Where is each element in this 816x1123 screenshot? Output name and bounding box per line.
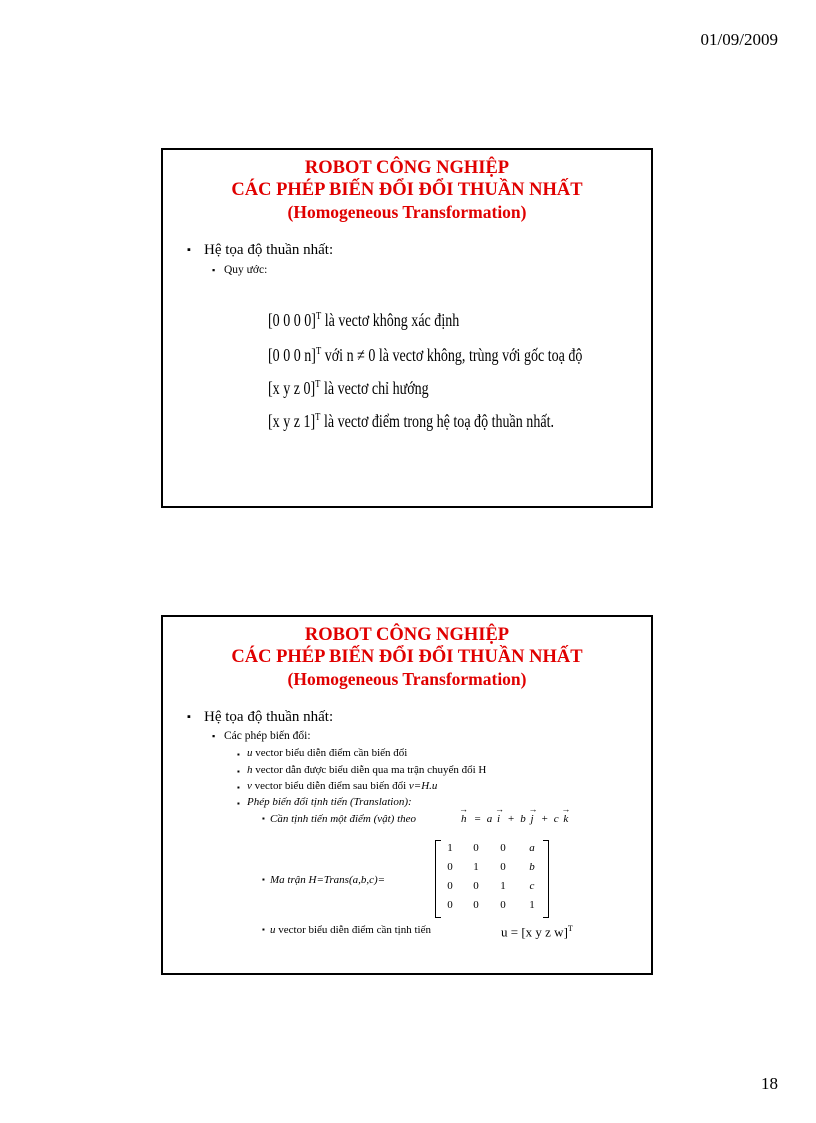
list-item: ▪ u vector biểu diễn điểm cần biến đổi <box>237 747 407 760</box>
matrix-cell: b <box>529 861 535 873</box>
matrix-cell: 1 <box>473 861 479 873</box>
matrix-cell: 0 <box>500 842 506 854</box>
title-line-transform: CÁC PHÉP BIẾN ĐỔI ĐỔI THUẦN NHẤT <box>231 647 583 667</box>
page-number: 18 <box>761 1074 778 1093</box>
title-line-english: (Homogeneous Transformation) <box>287 669 527 689</box>
slide-conventions <box>161 148 653 508</box>
bullet-transformations: ▪ Các phép biến đổi: <box>212 730 311 742</box>
list-item: ▪ h vector dẫn được biểu diễn qua ma trận chuyển đổi H <box>237 764 486 777</box>
bullet-conventions: ▪ Quy ước: <box>212 264 267 276</box>
convention-line: [x y z 1]$^T$ là vectơ điểm trong hệ toạ độ thuần nhất. <box>268 411 554 431</box>
translate-point-item: ▪ Cần tịnh tiến một điểm (vật) theo <box>262 813 416 825</box>
bullet-homogeneous-coords: ▪ Hệ tọa độ thuần nhất: <box>187 242 333 259</box>
matrix-cell: 0 <box>473 899 479 911</box>
title-line-transform: CÁC PHÉP BIẾN ĐỔI ĐỔI THUẦN NHẤT <box>231 180 583 200</box>
matrix-cell: 1 <box>447 842 453 854</box>
matrix-cell: 0 <box>500 861 506 873</box>
slide-title <box>163 150 651 223</box>
translation-vector-equation: → h = a → i + b → j + c → k <box>459 813 570 825</box>
matrix-cell: 0 <box>473 842 479 854</box>
matrix-cell: 0 <box>473 880 479 892</box>
title-line-english: (Homogeneous Transformation) <box>287 202 527 222</box>
slide-transformations <box>161 615 653 975</box>
translation-matrix <box>435 840 549 918</box>
list-item: ▪ v vector biểu diễn điểm sau biến đổi v=H.u <box>237 780 437 793</box>
title-line-robot: ROBOT CÔNG NGHIỆP <box>304 158 510 178</box>
matrix-cell: 0 <box>447 880 453 892</box>
convention-line: [0 0 0 n]$^T$ với n ≠ 0 là vectơ không, trùng với gốc toạ độ <box>268 345 583 365</box>
matrix-label: ▪ Ma trận H=Trans(a,b,c)= <box>262 874 385 886</box>
translation-heading: ▪ Phép biến đổi tịnh tiến (Translation): <box>237 796 412 809</box>
matrix-cell: 0 <box>447 899 453 911</box>
matrix-cell: 1 <box>500 880 506 892</box>
slide-title <box>163 617 651 690</box>
bullet-homogeneous-coords: ▪ Hệ tọa độ thuần nhất: <box>187 709 333 726</box>
matrix-cell: 0 <box>447 861 453 873</box>
title-line-robot: ROBOT CÔNG NGHIỆP <box>304 625 510 645</box>
u-vector-formula: u = [x y z w]$^T$ <box>501 924 573 940</box>
convention-line: [0 0 0 0]$^T$ là vectơ không xác định <box>268 310 460 330</box>
matrix-cell: c <box>529 880 535 892</box>
matrix-cell: a <box>529 842 535 854</box>
convention-line: [x y z 0]$^T$ là vectơ chỉ hướng <box>268 378 429 398</box>
header-date: 01/09/2009 <box>700 30 778 49</box>
matrix-cell: 1 <box>529 899 535 911</box>
matrix-cell: 0 <box>500 899 506 911</box>
u-vector-item: ▪ u vector biểu diễn điểm cần tịnh tiến <box>262 924 431 936</box>
